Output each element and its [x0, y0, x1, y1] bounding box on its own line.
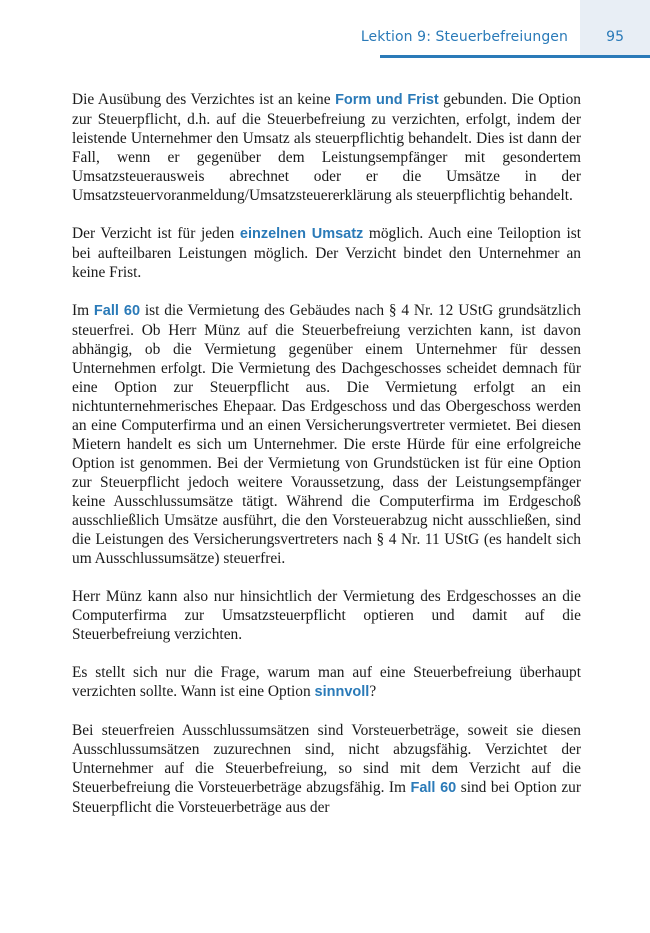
paragraph-2 — [72, 224, 581, 282]
header-rule — [380, 55, 580, 58]
page-number: 95 — [606, 29, 624, 45]
paragraph-5 — [72, 663, 581, 702]
highlight-term: Fall 60 — [410, 780, 457, 796]
paragraph-4 — [72, 587, 581, 644]
text-segment: ist die Vermietung des Gebäudes nach § 4 Nr. 12 UStG grundsätzlich steuerfrei. Ob Herr Münz auf die Steuerbefreiung verzichten kann, ist davon abhängig, ob die Vermietung gegenüber einem Unternehmer für dessen Unternehmen erfolgt. Die Vermietung des Dachgeschosses scheidet demnach für eine Option zur Steuerpflicht aus. Die Vermietung erfolgt an ein nichtunternehmerisches Ehepaar. Das Erdgeschoss und das Obergeschoss werden an eine Computerfirma und an einen Versicherungsvertreter vermietet. Bei diesen Mietern handelt es sich um Unternehmer. Die erste Hürde für eine erfolgreiche Option ist genommen. Bei der Vermietung von Grundstücken ist für eine Option zur Steuerpflicht jedoch weitere Voraussetzung, dass der Leistungsempfänger keine Ausschlussumsätze tätigt. Während die Computerfirma im Erdgeschoß ausschließlich Umsätze ausführt, die den Vorsteuerabzug nicht ausschließen, sind die Leistungen des Versicherungsvertreters nach § 4 Nr. 11 UStG (es handelt sich um Ausschlussumsätze) steuerfrei. — [72, 302, 581, 567]
page-header — [0, 0, 650, 58]
highlight-term: einzelnen Umsatz — [239, 226, 364, 242]
paragraph-3 — [72, 301, 581, 568]
text-segment: sind bei Option zur Steuerpflicht die Vorsteuerbeträge aus der — [72, 779, 581, 816]
highlight-term: Form und Frist — [335, 92, 439, 108]
paragraph-1 — [72, 90, 581, 205]
text-segment: Es stellt sich nur die Frage, warum man auf eine Steuerbefreiung überhaupt verzichten sollte. Wann ist eine Option — [72, 664, 581, 700]
highlight-term: Fall 60 — [93, 303, 141, 319]
text-segment: möglich. Auch eine Teiloption ist bei aufteilbaren Leistungen möglich. Der Verzicht bindet den Unternehmer an keine Frist. — [72, 225, 581, 281]
text-segment: Der Verzicht ist für jeden — [72, 225, 240, 242]
text-segment: Im — [72, 302, 94, 319]
chapter-title: Lektion 9: Steuerbefreiungen — [360, 29, 568, 45]
highlight-term: sinnvoll — [314, 684, 370, 700]
text-segment: Die Ausübung des Verzichtes ist an keine — [72, 91, 336, 108]
text-segment: Bei steuerfreien Ausschlussumsätzen sind Vorsteuerbeträge, soweit sie diesen Ausschlussumsätzen zuzurechnen sind, nicht abzugsfähig. Verzichtet der Unternehmer auf die Steuerbefreiung, so sind mit dem Verzicht auf die Steuerbefreiung die Vorsteuerbeträge abzugsfähig. Im — [72, 722, 581, 796]
text-segment: ? — [369, 683, 377, 700]
body-text — [72, 90, 581, 836]
text-segment: Herr Münz kann also nur hinsichtlich der Vermietung des Erdgeschosses an die Computerfirma zur Umsatzsteuerpflicht optieren und damit auf die Steuerbefreiung verzichten. — [72, 588, 581, 643]
paragraph-6 — [72, 721, 581, 817]
text-segment: gebunden. Die Option zur Steuerpflicht, d.h. auf die Steuerbefreiung zu verzichten, erfolgt, indem der leistende Unternehmer den Umsatz als steuerpflichtig behandelt. Dies ist dann der Fall, wenn er gegenüber dem Leistungsempfänger mit gesondertem Umsatzsteuerausweis abrechnet oder er die Umsätze in der Umsatzsteuervoranmeldung/Umsatzsteuererklärung als steuerpflichtig behandelt. — [72, 91, 581, 204]
